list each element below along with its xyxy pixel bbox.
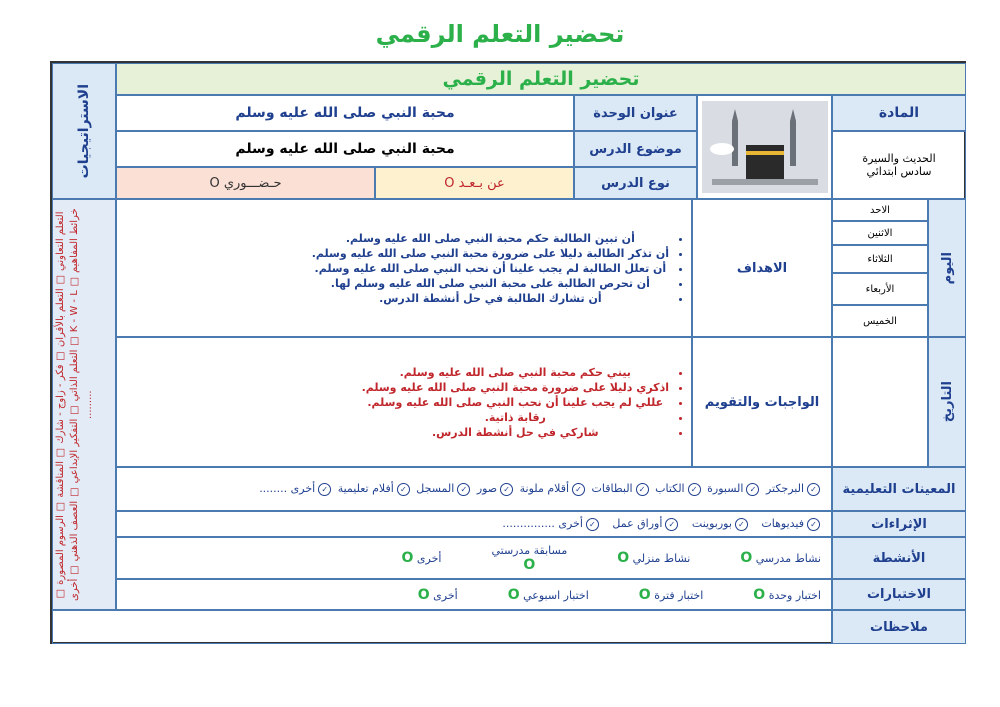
activity-other: أخرى O: [401, 550, 442, 566]
check-icon[interactable]: ✓: [807, 518, 820, 531]
notes-label: ملاحظات: [832, 610, 966, 644]
lesson-topic-value: محبة النبي صلى الله عليه وسلم: [116, 131, 574, 167]
day-wed: الأربعاء: [832, 273, 928, 305]
lesson-type-inperson[interactable]: حـضـــوري O: [116, 167, 375, 199]
strategies-label: الاستراتيجيات: [52, 63, 116, 199]
activity-home: نشاط منزلي O: [617, 550, 691, 566]
day-tue: الثلاثاء: [832, 245, 928, 273]
objective-item: • أن تبين الطالبة حكم محبة النبي صلى الله عليه وسلم.: [312, 231, 669, 246]
enrichment-row: ✓فيديوهات ✓بوربوينت ✓أوراق عمل ✓أخرى ...............: [116, 511, 832, 537]
lesson-type-label: نوع الدرس: [574, 167, 697, 199]
activities-label: الأنشطة: [832, 537, 966, 579]
check-icon[interactable]: ✓: [735, 518, 748, 531]
unit-title-label: عنوان الوحدة: [574, 95, 697, 131]
tests-row: [116, 579, 832, 610]
homework-item: • اذكري دليلا على ضرورة محبة النبي صلى الله عليه وسلم.: [362, 380, 669, 395]
kaaba-image: [697, 95, 832, 199]
objective-item: • أن تذكر الطالبة دليلا على ضرورة محبة النبي صلى الله عليه وسلم.: [312, 246, 669, 261]
activity-contest: مسابقة مدرستي O: [491, 543, 568, 573]
day-mon: الاثنين: [832, 221, 928, 245]
check-icon[interactable]: ✓: [500, 483, 513, 496]
check-icon[interactable]: ✓: [397, 483, 410, 496]
day-sun: الاحد: [832, 199, 928, 221]
check-icon[interactable]: ✓: [457, 483, 470, 496]
objective-item: • أن تحرص الطالبة على محبة النبي صلى الله عليه وسلم لها.: [312, 276, 669, 291]
tests-label: الاختبارات: [832, 579, 966, 610]
homework-label: الواجبات والتقويم: [692, 337, 832, 467]
test-term: اختبار فترة O: [638, 586, 704, 603]
homework-list: [116, 337, 692, 467]
header-title: تحضير التعلم الرقمي: [116, 63, 966, 95]
test-unit: اختبار وحدة O: [753, 586, 821, 603]
notes-value[interactable]: [52, 610, 832, 644]
homework-item: • بيني حكم محبة النبي صلى الله عليه وسلم.: [362, 365, 669, 380]
lesson-topic-label: موضوع الدرس: [574, 131, 697, 167]
lesson-type-remote[interactable]: عن بـعـد O: [375, 167, 574, 199]
objective-item: • أن تعلل الطالبة لم يجب علينا أن نحب النبي صلى الله عليه وسلم.: [312, 261, 669, 276]
check-icon[interactable]: ✓: [665, 518, 678, 531]
strategies-list: التعلم التعاوني □ التعلم بالأقران □ فكر - زاوج - شارك □ المناقشة □ الرسوم المصورة □ خرائط المفاهيم □ K - W - L □ التعلم الذاتي □ التفكير الإبداعي □ العصف الذهني □ أخرى .........: [52, 199, 116, 610]
enrichment-label: الإثراءات: [832, 511, 966, 537]
day-thu: الخميس: [832, 305, 928, 337]
test-other: أخرى O: [417, 586, 458, 603]
activity-school: نشاط مدرسي O: [740, 550, 821, 566]
check-icon[interactable]: ✓: [688, 483, 701, 496]
check-icon[interactable]: ✓: [586, 518, 599, 531]
lesson-plan-frame: [50, 61, 966, 644]
objectives-label: الاهداف: [692, 199, 832, 337]
homework-item: • شاركي في حل أنشطة الدرس.: [362, 425, 669, 440]
homework-item: • عللي لم يجب علينا أن نحب النبي صلى الله عليه وسلم.: [362, 395, 669, 410]
subject-value: الحديث والسيرة سادس ابتدائي: [832, 131, 966, 199]
day-label: اليوم: [928, 199, 966, 337]
check-icon[interactable]: ✓: [572, 483, 585, 496]
check-icon[interactable]: ✓: [807, 483, 820, 496]
unit-title-value: محبة النبي صلى الله عليه وسلم: [116, 95, 574, 131]
test-weekly: اختبار اسبوعي O: [507, 586, 589, 603]
date-value: [832, 337, 928, 467]
date-label: التاريخ: [928, 337, 966, 467]
activities-row: [116, 537, 832, 579]
check-icon[interactable]: ✓: [746, 483, 759, 496]
page-title: تحضير التعلم الرقمي: [375, 20, 625, 48]
objectives-list: [116, 199, 692, 337]
subject-label: المادة: [832, 95, 966, 131]
check-icon[interactable]: ✓: [318, 483, 331, 496]
aids-row: ✓البرجكتر ✓السبورة ✓الكتاب ✓البطاقات ✓أقلام ملونة ✓صور ✓المسجل ✓أفلام تعليمية ✓أخرى ........: [116, 467, 832, 511]
objective-item: • أن تشارك الطالبة في حل أنشطة الدرس.: [312, 291, 669, 306]
aids-label: المعينات التعليمية: [832, 467, 966, 511]
homework-item: • رقابة ذاتية.: [362, 410, 669, 425]
check-icon[interactable]: ✓: [636, 483, 649, 496]
